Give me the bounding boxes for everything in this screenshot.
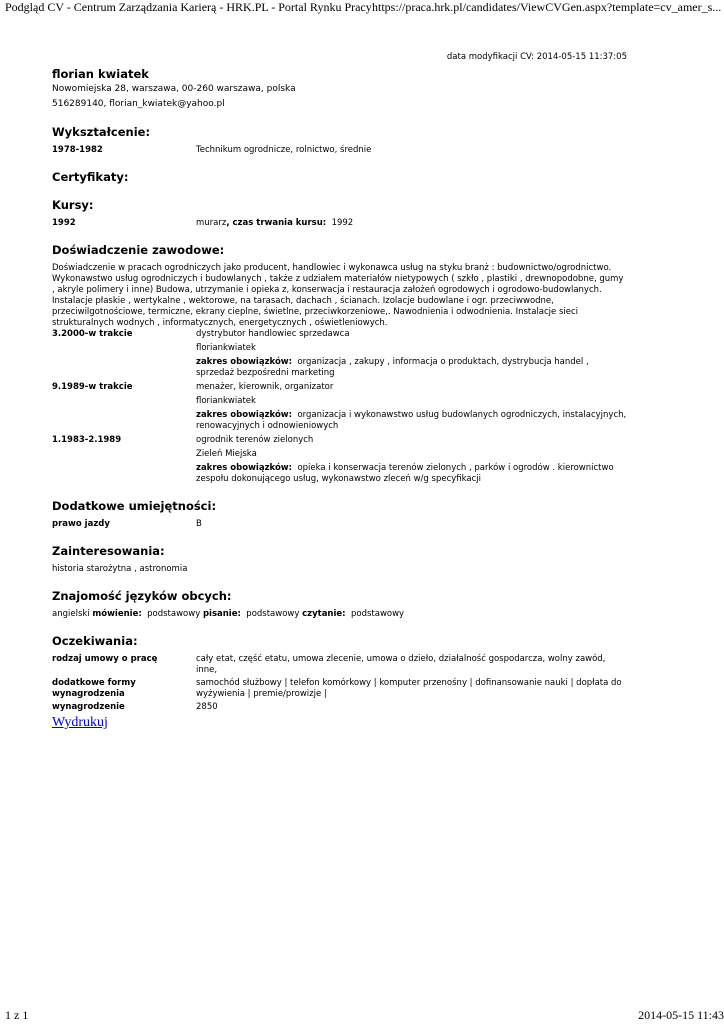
education-row xyxy=(52,145,627,156)
job-period: 3.2000-w trakcie xyxy=(52,329,133,339)
job-period: 9.1989-w trakcie xyxy=(52,382,133,392)
job-position: dystrybutor handlowiec sprzedawca xyxy=(196,329,350,339)
writing-level: podstawowy xyxy=(246,609,300,619)
languages-heading: Znajomość języków obcych: xyxy=(52,589,232,603)
job-duties-label: zakres obowiązków: xyxy=(196,463,293,473)
extras-value: samochód służbowy | telefon komórkowy | komputer przenośny | dofinansowanie nauki | dopłata do wyżywienia | premie/prowizje | xyxy=(196,678,622,699)
skill-label: prawo jazdy xyxy=(52,519,110,529)
speaking-level: podstawowy xyxy=(147,609,201,619)
course-name: murarz xyxy=(196,218,227,228)
job-period: 1.1983-2.1989 xyxy=(52,435,122,445)
education-period: 1978-1982 xyxy=(52,145,103,155)
candidate-address: Nowomiejska 28, warszawa, 00-260 warszawa, polska xyxy=(52,84,296,94)
job-company: floriankwiatek xyxy=(196,343,256,353)
speaking-label: mówienie: xyxy=(92,609,142,619)
cv-document xyxy=(52,50,627,731)
job-duties-text: organizacja , zakupy , informacja o produktach, dystrybucja handel , sprzedaż bezpośredni marketing xyxy=(196,357,589,378)
job-duties xyxy=(196,410,627,432)
job-position: menażer, kierownik, organizator xyxy=(196,382,334,392)
certificates-heading: Certyfikaty: xyxy=(52,170,129,184)
job-duties-text: organizacja i wykonawstwo usług budowlanych ogrodniczych, instalacyjnych, renowacyjnych i odnowieniowych xyxy=(196,410,627,431)
salary-label: wynagrodzenie xyxy=(52,702,125,712)
job-duties-text: opieka i konserwacja terenów zielonych , parków i ogrodów . kierownictwo zespołu dokonującego usług, wykonawstwo zleceń w/g specyfikacji xyxy=(196,463,614,484)
skill-value: B xyxy=(196,519,202,529)
interests-text: historia starożytna , astronomia xyxy=(52,564,188,574)
expectations-heading: Oczekiwania: xyxy=(52,634,138,648)
language-row xyxy=(52,609,627,620)
course-row xyxy=(52,218,627,229)
candidate-name: florian kwiatek xyxy=(52,67,149,81)
job-duties-label: zakres obowiązków: xyxy=(196,357,293,367)
education-heading: Wykształcenie: xyxy=(52,125,151,139)
modification-date: data modyfikacji CV: 2014-05-15 11:37:05 xyxy=(446,52,627,62)
expectation-row xyxy=(52,678,627,700)
course-duration-label: , czas trwania kursu: xyxy=(226,218,327,228)
extras-label: dodatkowe formy wynagrodzenia xyxy=(52,678,136,699)
job-company: Zieleń Miejska xyxy=(196,449,257,459)
experience-heading: Doświadczenie zawodowe: xyxy=(52,243,225,257)
job-duties xyxy=(196,463,627,485)
print-link[interactable]: Wydrukuj xyxy=(52,715,108,730)
job-duties xyxy=(196,357,627,379)
print-date: 2014-05-15 11:43 xyxy=(638,1008,724,1022)
job-position: ogrodnik terenów zielonych xyxy=(196,435,314,445)
contract-label: rodzaj umowy o pracę xyxy=(52,654,158,664)
language-name: angielski xyxy=(52,609,90,619)
reading-level: podstawowy xyxy=(350,609,405,619)
browser-page-title: Podgląd CV - Centrum Zarządzania Karierą - HRK.PL - Portal Rynku Pracy xyxy=(5,0,372,14)
salary-value: 2850 xyxy=(196,702,218,712)
job-company: floriankwiatek xyxy=(196,396,256,406)
job-row xyxy=(52,382,627,432)
course-duration: 1992 xyxy=(331,218,354,228)
browser-url: https://praca.hrk.pl/candidates/ViewCVGen.aspx?template=cv_amer_s... xyxy=(372,0,722,14)
experience-summary: Doświadczenie w pracach ogrodniczych jako producent, handlowiec i wykonawca usług na styku branż : budownictwo/ogrodnictwo. Wykonawstwo usług ogrodniczych i budowlanych , także z udziałem materiałów nietypowych ( szkło , plastiki , drewnopodobne, gumy , akryle polimery i inne) Budowa, utrzymanie i opieka z, konserwacja i restauracja założeń ogrodowych i ogrodowo-budowlanych. Instalacje płaskie , wertykalne , wektorowe, na tarasach, dachach , ścianach. Izolacje budowlane i ogr. przeciwwodne, przeciwilgotnościowe, termiczne, ekrany cieplne, świetlne, przeciwkorzeniowe,. Nawodnienia i odwodnienia. Instalacje sieci strukturalnych wodnych , informatycznych, energetycznych , oświetleniowych. xyxy=(52,263,624,328)
reading-label: czytanie: xyxy=(302,609,346,619)
job-duties-label: zakres obowiązków: xyxy=(196,410,293,420)
course-year: 1992 xyxy=(52,218,76,228)
expectation-row xyxy=(52,654,627,676)
page-counter: 1 z 1 xyxy=(5,1008,29,1022)
contract-value: cały etat, część etatu, umowa zlecenie, umowa o dzieło, działalność gospodarcza, wolny zawód, inne, xyxy=(196,654,606,675)
education-desc: Technikum ogrodnicze, rolnictwo, średnie xyxy=(196,145,372,155)
writing-label: pisanie: xyxy=(202,609,241,619)
courses-heading: Kursy: xyxy=(52,198,94,212)
skill-row xyxy=(52,519,627,530)
job-row xyxy=(52,435,627,485)
interests-heading: Zainteresowania: xyxy=(52,544,165,558)
candidate-contact: 516289140, florian_kwiatek@yahoo.pl xyxy=(52,99,225,109)
expectation-row xyxy=(52,702,627,713)
skills-heading: Dodatkowe umiejętności: xyxy=(52,499,217,513)
job-row xyxy=(52,329,627,379)
